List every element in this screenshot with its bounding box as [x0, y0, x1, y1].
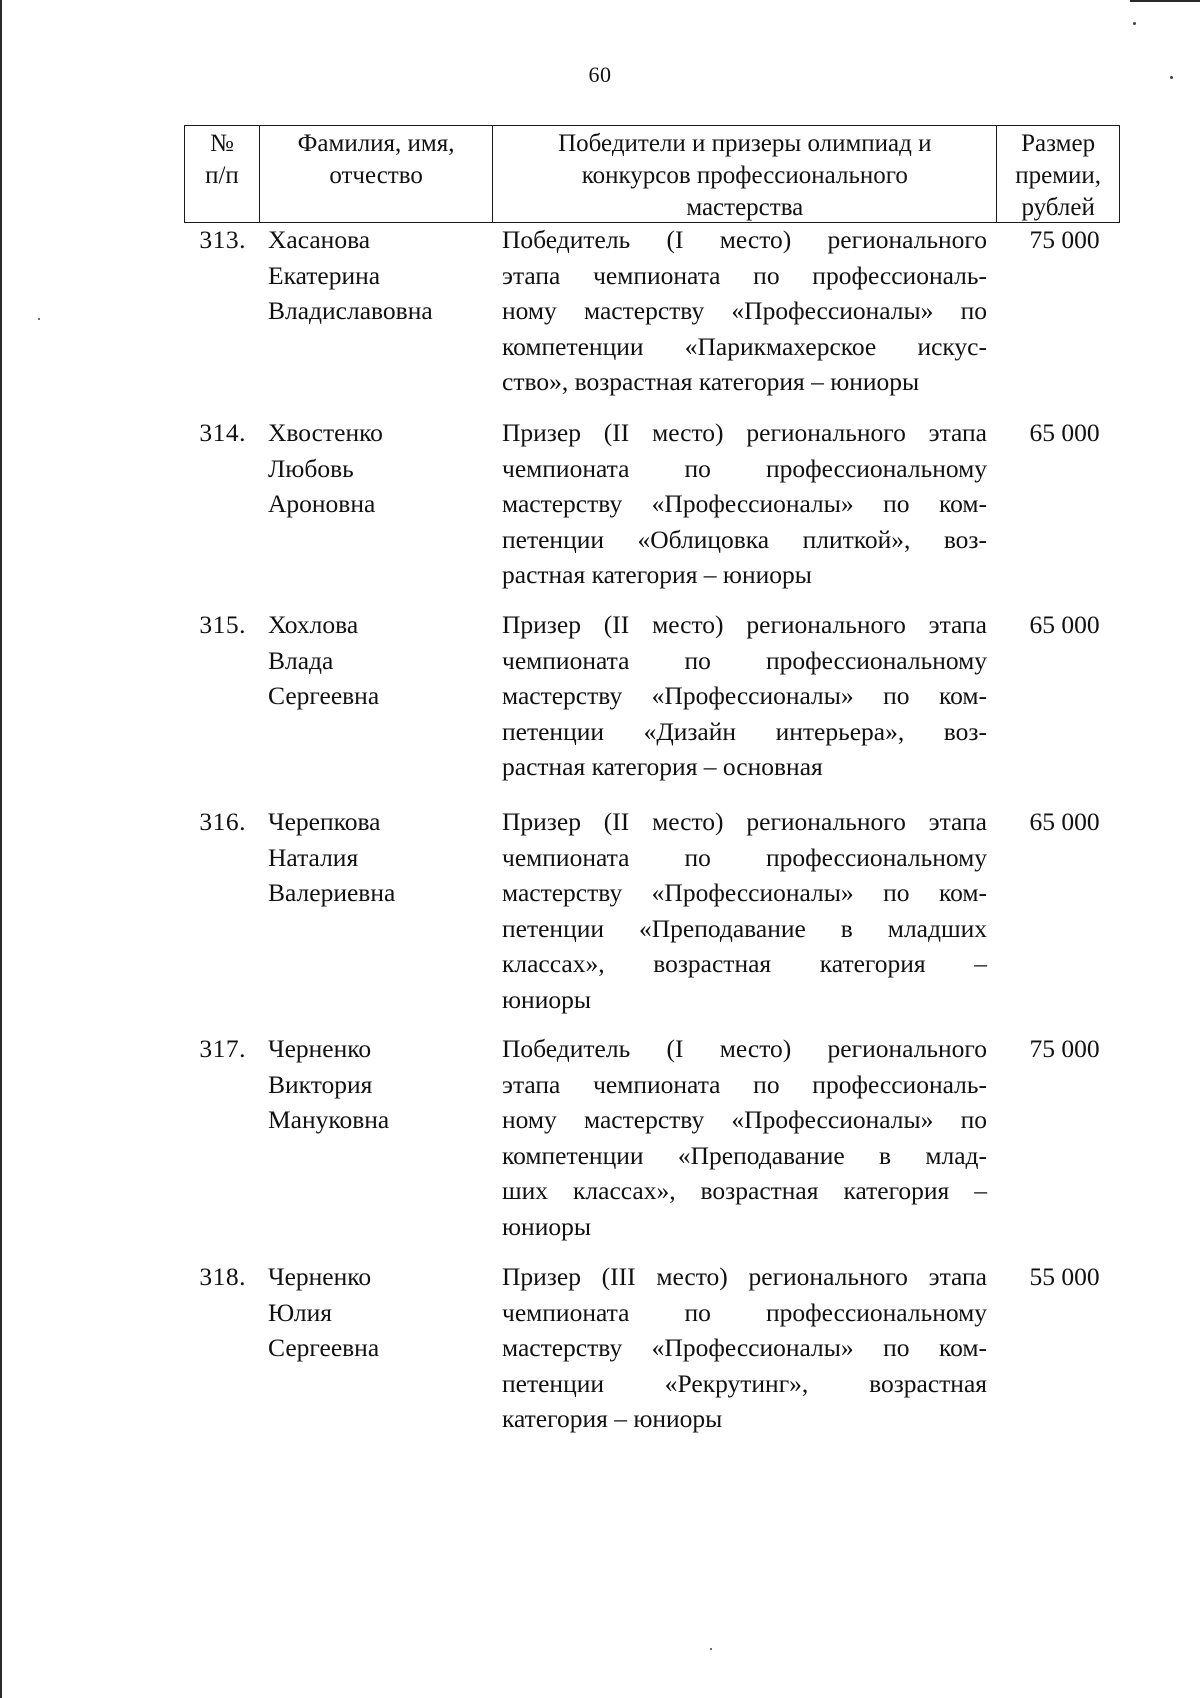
scan-speck [38, 318, 40, 320]
achievement-line: категория – юниоры [502, 1404, 723, 1433]
achievement-line: Победитель (I место) регионального [502, 225, 987, 254]
row-award-amount: 65 000 [1029, 807, 1100, 836]
row-number: 318. [199, 1262, 246, 1291]
scan-edge-left [0, 0, 2, 1698]
achievement-line: петенции «Облицовка плиткой», воз- [502, 524, 987, 554]
row-achievement [502, 804, 987, 1017]
achievement-line: растная категория – юниоры [502, 560, 812, 589]
row-full-name: Черненко Юлия Сергеевна [268, 1262, 380, 1362]
achievement-line: этапа чемпионата по профессиональ- [502, 260, 987, 290]
header-achievement: Победители и призеры олимпиад и конкурсов профессионального мастерства [493, 126, 997, 222]
achievement-line: растная категория – основная [502, 752, 823, 781]
achievement-line: юниоры [502, 1211, 591, 1241]
achievement-line: юниоры [502, 984, 591, 1014]
row-number: 317. [199, 1034, 246, 1063]
table-header [184, 125, 1120, 223]
achievement-line: мастерству «Профессионалы» по ком- [502, 878, 987, 907]
achievement-line: чемпионата по профессиональному [502, 453, 987, 483]
achievement-line: петенции «Преподавание в младших [502, 913, 987, 943]
achievement-line: Призер (II место) регионального этапа [502, 418, 987, 447]
row-achievement [502, 415, 987, 593]
row-number: 315. [199, 610, 246, 639]
row-award-amount: 75 000 [1029, 1034, 1100, 1063]
page-number: 60 [588, 62, 612, 87]
scan-edge-top [1130, 0, 1200, 2]
achievement-line: Призер (III место) регионального этапа [502, 1262, 987, 1291]
awards-table [184, 125, 1120, 1433]
row-full-name: Хасанова Екатерина Владиславовна [268, 225, 433, 325]
row-number: 314. [199, 418, 246, 447]
achievement-line: компетенции «Преподавание в млад- [502, 1140, 987, 1170]
achievement-line: ших классах», возрастная категория – [502, 1176, 987, 1205]
row-award-amount: 65 000 [1029, 418, 1100, 447]
scan-speck [1133, 22, 1136, 25]
header-full-name: Фамилия, имя, отчество [260, 126, 494, 222]
achievement-line: мастерству «Профессионалы» по ком- [502, 1333, 987, 1362]
achievement-line: петенции «Рекрутинг», возрастная [502, 1368, 987, 1398]
achievement-line: Призер (II место) регионального этапа [502, 807, 987, 836]
row-achievement [502, 607, 987, 785]
row-number: 316. [199, 807, 246, 836]
row-award-amount: 75 000 [1029, 225, 1100, 254]
achievement-line: Призер (II место) регионального этапа [502, 610, 987, 639]
achievement-line: этапа чемпионата по профессиональ- [502, 1069, 987, 1099]
row-number: 313. [199, 225, 246, 254]
header-number: № п/п [185, 126, 260, 222]
row-full-name: Черепкова Наталия Валериевна [268, 807, 396, 907]
scan-speck [710, 1648, 712, 1650]
achievement-line: чемпионата по профессиональному [502, 842, 987, 872]
achievement-line: чемпионата по профессиональному [502, 645, 987, 675]
achievement-line: петенции «Дизайн интерьера», воз- [502, 716, 987, 746]
achievement-line: мастерству «Профессионалы» по ком- [502, 489, 987, 518]
row-full-name: Черненко Виктория Мануковна [268, 1034, 390, 1134]
header-award-amount: Размер премии, рублей [1015, 130, 1102, 221]
achievement-line: компетенции «Парикмахерское искус- [502, 331, 987, 361]
achievement-line: ному мастерству «Профессионалы» по [502, 296, 987, 325]
row-achievement [502, 222, 987, 400]
achievement-line: ство», возрастная категория – юниоры [502, 367, 920, 396]
row-award-amount: 65 000 [1029, 610, 1100, 639]
row-award-amount: 55 000 [1029, 1262, 1100, 1291]
achievement-line: классах», возрастная категория – [502, 949, 987, 978]
row-achievement [502, 1259, 987, 1437]
row-full-name: Хохлова Влада Сергеевна [268, 610, 380, 710]
row-achievement [502, 1031, 987, 1244]
achievement-line: ному мастерству «Профессионалы» по [502, 1105, 987, 1134]
row-full-name: Хвостенко Любовь Ароновна [268, 418, 383, 518]
achievement-line: мастерству «Профессионалы» по ком- [502, 681, 987, 710]
achievement-line: Победитель (I место) регионального [502, 1034, 987, 1063]
achievement-line: чемпионата по профессиональному [502, 1297, 987, 1327]
